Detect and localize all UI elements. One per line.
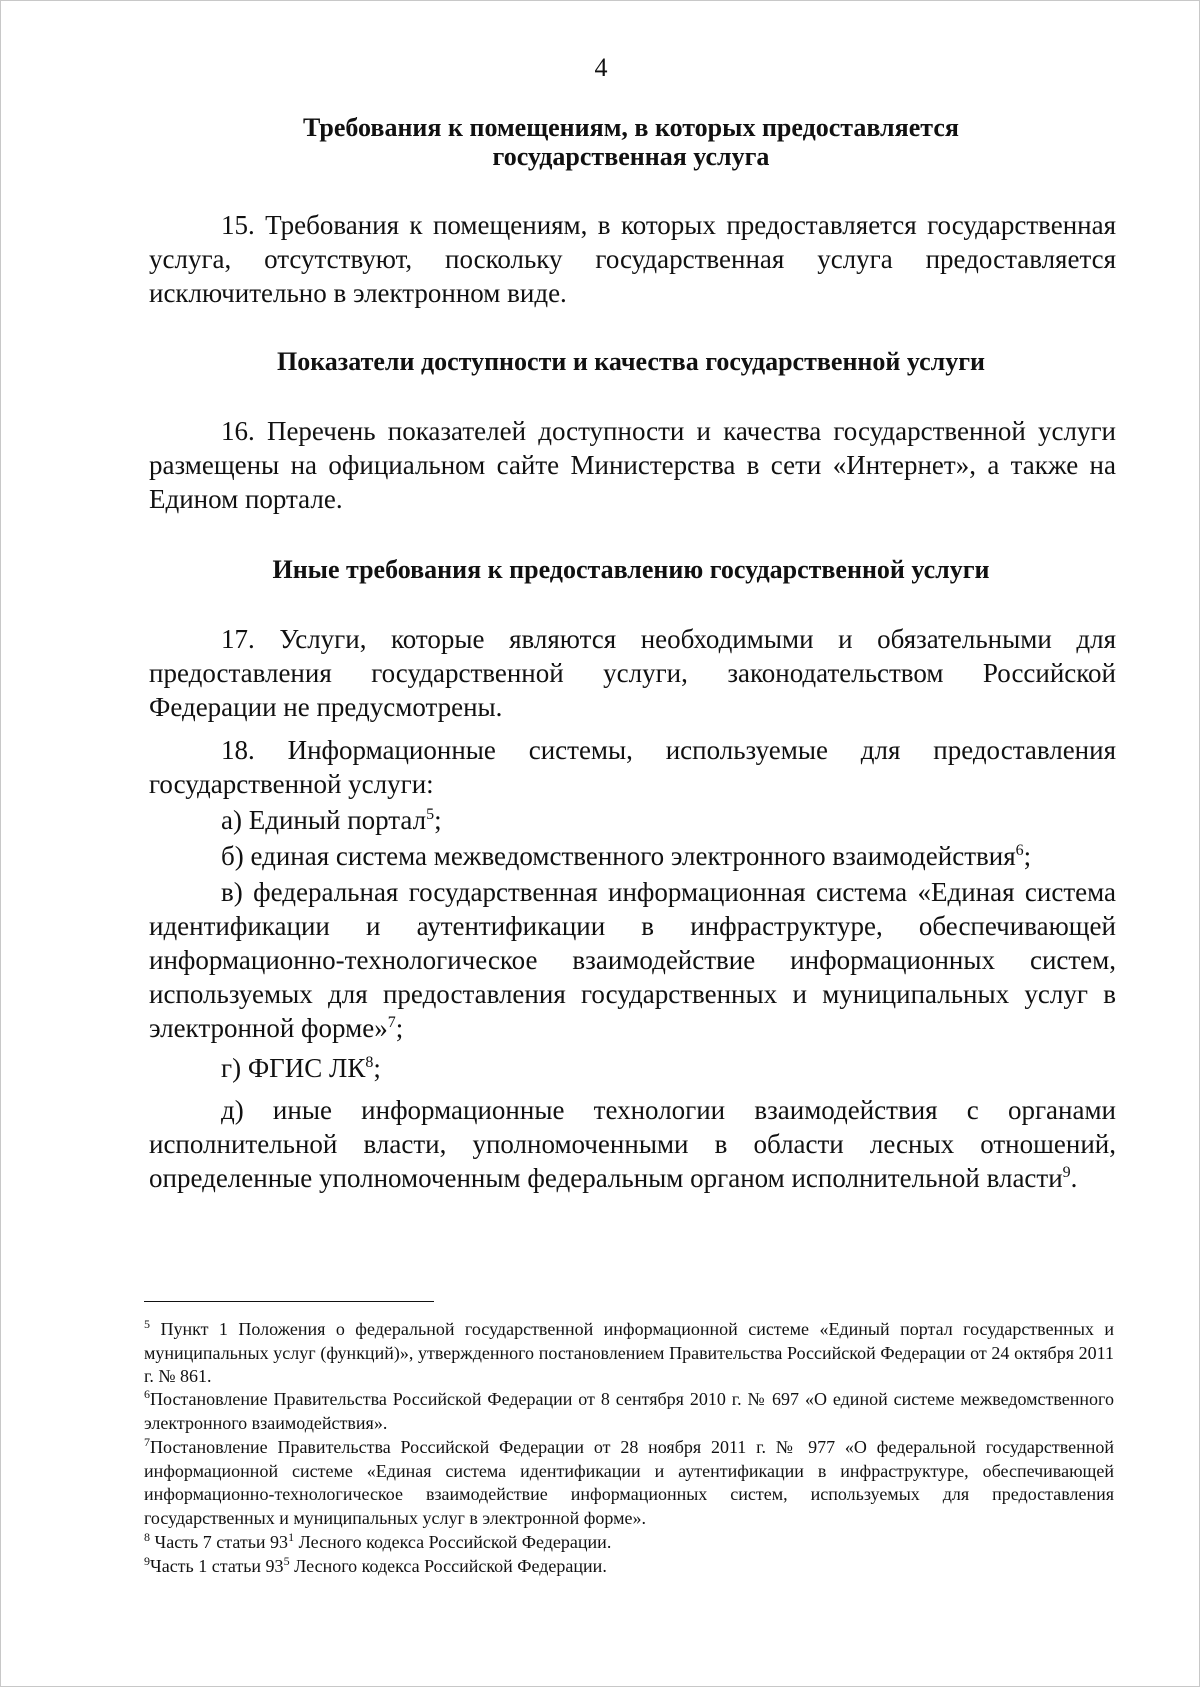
list-item-a	[149, 803, 1116, 837]
heading-line: государственная услуга	[492, 142, 770, 171]
list-item-b	[149, 839, 1116, 873]
list-item-d	[149, 1093, 1116, 1195]
list-item-text: д) иные информационные технологии взаимодействия с органами исполнительной власти, уполномоченными в области лесных отношений, определенные уполномоченным федеральным органом исполнительной власти	[149, 1095, 1116, 1193]
footnote-text: Пункт 1 Положения о федеральной государственной информационной системе «Единый портал государственных и муниципальных услуг (функций)», утвержденного постановлением Правительства Российской Федерации от 24 октября 2011 г. № 861.	[144, 1319, 1114, 1386]
footnote-ref: 8	[365, 1054, 374, 1071]
section-heading-accessibility: Показатели доступности и качества государственной услуги	[276, 347, 986, 376]
list-item-v	[149, 875, 1116, 1045]
footnote-ref: 6	[1015, 842, 1024, 859]
footnote-8	[144, 1531, 1114, 1555]
footnote-text: Лесного кодекса Российской Федерации.	[294, 1532, 612, 1552]
footnote-text: Постановление Правительства Российской Федерации от 28 ноября 2011 г. № 977 «О федеральной государственной информационной системе «Единая система идентификации и аутентификации в инфраструктуре, обеспечивающей информационно-технологическое взаимодействие информационных систем, используемых для предоставления государственных и муниципальных услуг в электронной форме».	[144, 1437, 1114, 1528]
footnote-number: 6	[144, 1387, 150, 1401]
footnote-number: 8	[144, 1530, 150, 1544]
footnote-ref: 7	[387, 1014, 396, 1031]
footnote-ref: 5	[426, 806, 435, 823]
list-item-punct: ;	[434, 805, 442, 835]
list-item-punct: .	[1070, 1163, 1078, 1193]
list-item-text: г) ФГИС ЛК	[221, 1053, 366, 1083]
paragraph-18: 18. Информационные системы, используемые для предоставления государственной услуги:	[149, 735, 1116, 799]
footnote-text: Постановление Правительства Российской Федерации от 8 сентября 2010 г. № 697 «О единой системе межведомственного электронного взаимодействия».	[144, 1389, 1114, 1433]
footnote-5	[144, 1318, 1114, 1389]
footnote-number: 9	[144, 1554, 150, 1568]
paragraph-15: 15. Требования к помещениям, в которых предоставляется государственная услуга, отсутствуют, поскольку государственная услуга предоставляется исключительно в электронном виде.	[149, 210, 1116, 308]
article-superscript: 5	[283, 1554, 290, 1568]
list-item-punct: ;	[395, 1013, 404, 1043]
list-item-text: б) единая система межведомственного электронного взаимодействия	[221, 841, 1016, 871]
paragraph-16: 16. Перечень показателей доступности и качества государственной услуги размещены на официальном сайте Министерства в сети «Интернет», а также на Едином портале.	[149, 416, 1116, 514]
footnote-number: 7	[144, 1435, 150, 1449]
list-item-text: в) федеральная государственная информационная система «Единая система идентификации и аутентификации в инфраструктуре, обеспечивающей информационно-технологическое взаимодействие информационных систем, используемых для предоставления государственных и муниципальных услуг в электронной форме»	[149, 877, 1116, 1043]
footnote-text: Часть 7 статьи 93	[150, 1532, 289, 1552]
footnote-number: 5	[144, 1317, 150, 1331]
footnote-text: Часть 1 статьи 93	[150, 1556, 284, 1576]
list-item-text: а) Единый портал	[221, 805, 427, 835]
list-item-punct: ;	[1023, 841, 1032, 871]
paragraph-17: 17. Услуги, которые являются необходимыми и обязательными для предоставления государственной услуги, законодательством Российской Федерации не предусмотрены.	[149, 624, 1116, 722]
footnote-text: Лесного кодекса Российской Федерации.	[289, 1556, 607, 1576]
article-superscript: 1	[288, 1530, 295, 1544]
section-heading-other-requirements: Иные требования к предоставлению государственной услуги	[272, 555, 990, 584]
page-number: 4	[594, 53, 608, 82]
footnote-9	[144, 1555, 1114, 1579]
section-heading-premises	[151, 113, 1111, 171]
heading-line: Требования к помещениям, в которых предоставляется	[303, 113, 959, 142]
list-item-g	[149, 1051, 1116, 1085]
footnote-7	[144, 1436, 1114, 1530]
footnote-ref: 9	[1062, 1164, 1071, 1181]
footnote-6	[144, 1388, 1114, 1435]
footnote-separator	[144, 1301, 434, 1302]
list-item-punct: ;	[373, 1053, 381, 1083]
